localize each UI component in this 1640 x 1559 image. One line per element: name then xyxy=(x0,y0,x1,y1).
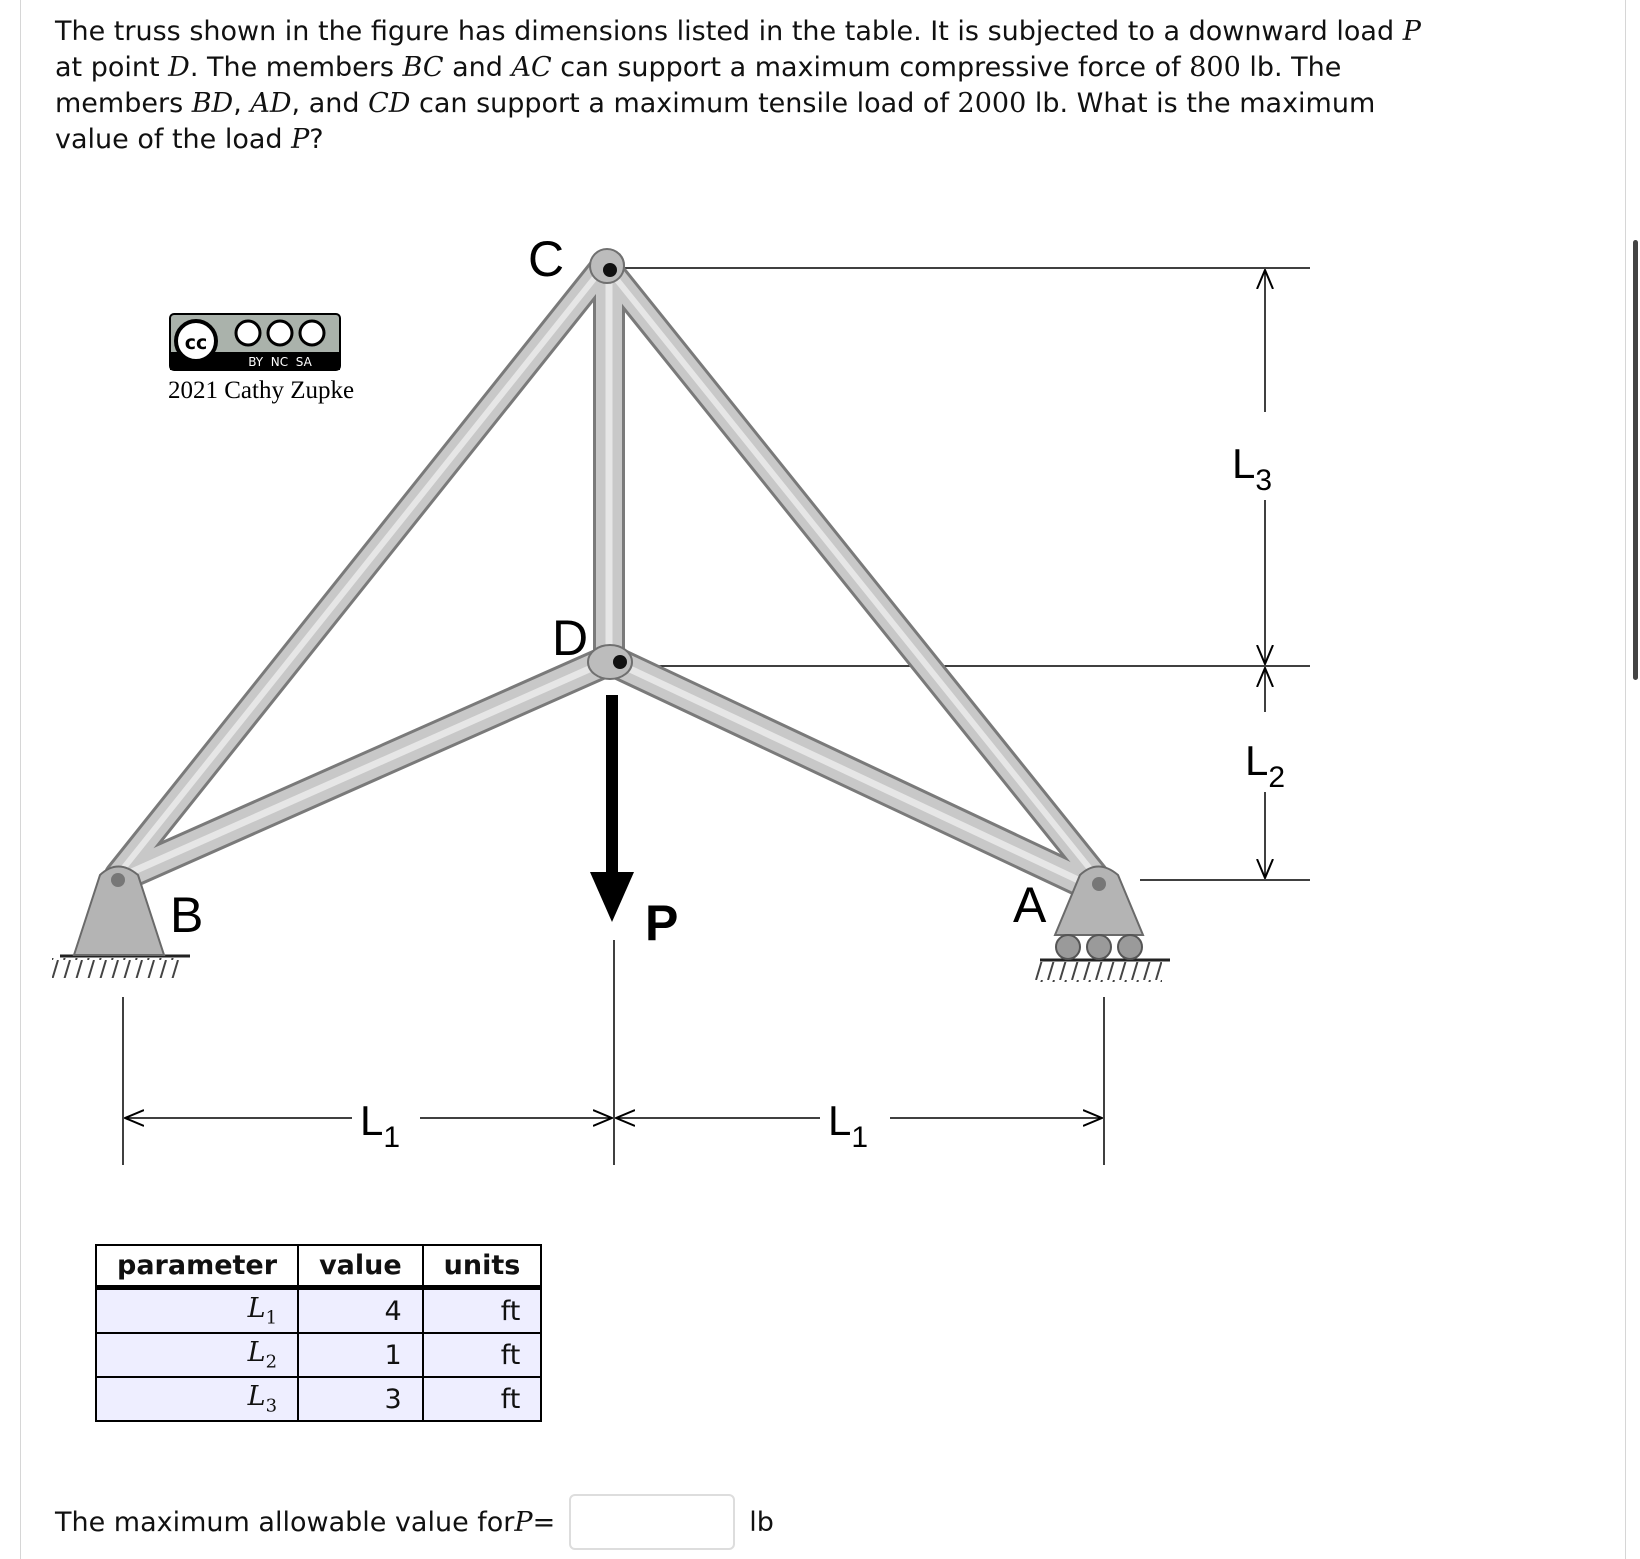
table-row xyxy=(96,1377,541,1421)
answer-equals: = xyxy=(532,1506,556,1538)
label-a: A xyxy=(1013,877,1047,933)
license-credit: 2021 Cathy Zupke xyxy=(168,377,355,404)
label-c: C xyxy=(528,231,565,287)
param-units: ft xyxy=(423,1288,542,1334)
param-units: ft xyxy=(423,1377,542,1421)
label-d: D xyxy=(552,610,589,666)
table-header-row xyxy=(96,1245,541,1288)
param-value: 3 xyxy=(298,1377,423,1421)
param-value: 1 xyxy=(298,1333,423,1377)
header-value: value xyxy=(298,1245,423,1288)
dim-label-l1-left: $L_1$ xyxy=(360,1097,401,1154)
cc-license-badge xyxy=(170,314,340,370)
dim-label-l1-right: $L_1$ xyxy=(828,1097,869,1154)
param-name: $L_3$ xyxy=(96,1377,298,1421)
ground-right xyxy=(1032,962,1162,982)
header-parameter: parameter xyxy=(96,1245,298,1288)
cc-sa-icon xyxy=(300,321,324,345)
answer-input[interactable] xyxy=(569,1494,735,1550)
label-p: P xyxy=(645,895,679,951)
load-arrow-p xyxy=(590,695,634,922)
svg-text:BY NC SA: BY NC SA xyxy=(248,355,312,369)
param-name: $L_1$ xyxy=(96,1288,298,1334)
param-name: $L_2$ xyxy=(96,1333,298,1377)
joint-d xyxy=(588,645,632,679)
dim-label-l2: $L_2$ xyxy=(1245,737,1286,794)
svg-text:cc: cc xyxy=(184,332,208,354)
answer-variable: P xyxy=(514,1506,533,1538)
joint-c xyxy=(590,249,624,283)
answer-unit: lb xyxy=(749,1506,774,1538)
table-row xyxy=(96,1333,541,1377)
cc-nc-icon xyxy=(268,321,292,345)
header-units: units xyxy=(423,1245,542,1288)
param-value: 4 xyxy=(298,1288,423,1334)
dim-label-l3: $L_3$ xyxy=(1232,440,1273,497)
parameter-table xyxy=(95,1244,542,1422)
ground-left xyxy=(52,958,182,978)
answer-row xyxy=(55,1494,774,1550)
param-units: ft xyxy=(423,1333,542,1377)
answer-prompt: The maximum allowable value for xyxy=(55,1506,515,1538)
table-row xyxy=(96,1288,541,1334)
label-b: B xyxy=(170,887,204,943)
cc-by-icon xyxy=(236,321,260,345)
question-text: The truss shown in the figure has dimensions listed in the table. It is subjected to a downward load P at point D. The members BC and AC can support a maximum compressive force of 800 lb. The members BD, AD, and CD can support a maximum tensile load of 2000 lb. What is the maximum value of the load P? xyxy=(55,16,1421,155)
